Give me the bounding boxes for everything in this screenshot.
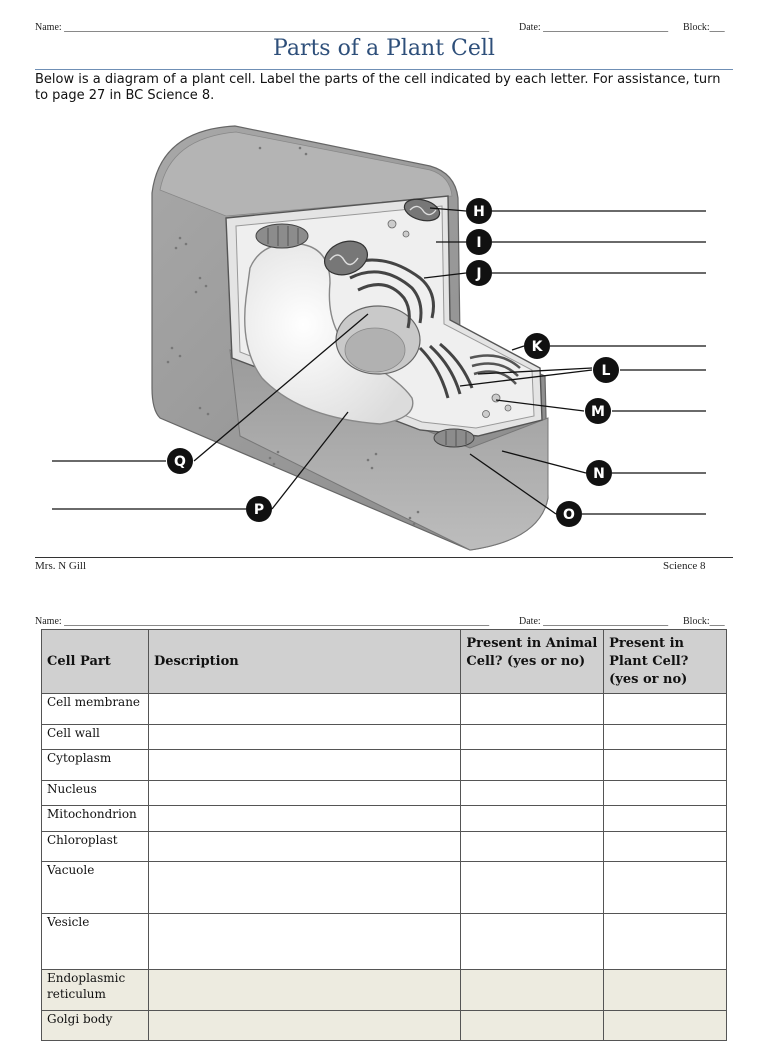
label-badge-o: [556, 501, 582, 527]
label-badge-q: [167, 448, 193, 474]
table-row: [42, 832, 727, 862]
animal-cell-input[interactable]: [461, 832, 604, 862]
header-cell-part: Cell Part: [42, 630, 149, 694]
label-o: O: [563, 507, 575, 523]
footer-course: Science 8: [663, 560, 706, 572]
plant-cell-input[interactable]: [604, 694, 727, 725]
date-field[interactable]: Date: _________________________: [519, 22, 669, 33]
plant-cell-input[interactable]: [604, 806, 727, 832]
name-field[interactable]: Name: _____________________________________________________________________________________: [35, 22, 490, 33]
label-j: J: [476, 266, 482, 282]
cell-parts-table: [41, 629, 727, 1041]
table-header-row: [42, 630, 727, 694]
plant-cell-input[interactable]: [604, 970, 727, 1011]
description-input[interactable]: [148, 1011, 460, 1041]
label-m: M: [591, 404, 605, 420]
animal-cell-input[interactable]: [461, 862, 604, 914]
description-input[interactable]: [148, 914, 460, 970]
plant-cell-input[interactable]: [604, 750, 727, 781]
footer-teacher: Mrs. N Gill: [35, 560, 87, 572]
table-row: [42, 1011, 727, 1041]
table-row: [42, 806, 727, 832]
title-divider: [35, 69, 733, 70]
animal-cell-input[interactable]: [461, 1011, 604, 1041]
plant-cell-input[interactable]: [604, 1011, 727, 1041]
table-row: [42, 694, 727, 725]
header-animal-cell: Present in Animal Cell? (yes or no): [461, 630, 604, 694]
page-title: Parts of a Plant Cell: [273, 36, 495, 61]
table-row: [42, 781, 727, 806]
plant-cell-input[interactable]: [604, 832, 727, 862]
description-input[interactable]: [148, 725, 460, 750]
label-badge-i: [466, 229, 492, 255]
plant-cell-input[interactable]: [604, 725, 727, 750]
label-badge-k: [524, 333, 550, 359]
name-field-2[interactable]: Name: _____________________________________________________________________________________: [35, 616, 490, 627]
description-input[interactable]: [148, 862, 460, 914]
block-field-2[interactable]: Block:___: [683, 616, 725, 627]
animal-cell-input[interactable]: [461, 750, 604, 781]
description-input[interactable]: [148, 832, 460, 862]
date-field-2[interactable]: Date: _________________________: [519, 616, 669, 627]
description-input[interactable]: [148, 806, 460, 832]
header-description: Description: [148, 630, 460, 694]
label-l: L: [601, 363, 611, 379]
animal-cell-input[interactable]: [461, 970, 604, 1011]
table-row: [42, 970, 727, 1011]
block-field[interactable]: Block:___: [683, 22, 725, 33]
label-badge-n: [586, 460, 612, 486]
label-badge-h: [466, 198, 492, 224]
label-h: H: [473, 204, 485, 220]
label-badge-m: [585, 398, 611, 424]
plant-cell-input[interactable]: [604, 914, 727, 970]
plant-cell-input[interactable]: [604, 862, 727, 914]
label-q: Q: [174, 454, 186, 470]
description-input[interactable]: [148, 694, 460, 725]
chloroplast-lower: [434, 429, 474, 447]
cell-part-name: Cell membrane: [42, 694, 149, 725]
chloroplast: [256, 224, 308, 248]
label-i: I: [476, 235, 482, 251]
description-input[interactable]: [148, 781, 460, 806]
cell-part-name: Mitochondrion: [42, 806, 149, 832]
instructions: Below is a diagram of a plant cell. Label the parts of the cell indicated by each letter. For assistance, turn to page 27 in BC Science 8.: [35, 72, 721, 103]
cell-part-name: Endoplasmic reticulum: [42, 970, 149, 1011]
label-badge-p: [246, 496, 272, 522]
label-badge-l: [593, 357, 619, 383]
animal-cell-input[interactable]: [461, 781, 604, 806]
label-n: N: [593, 466, 605, 482]
description-input[interactable]: [148, 970, 460, 1011]
cell-part-name: Chloroplast: [42, 832, 149, 862]
description-input[interactable]: [148, 750, 460, 781]
label-p: P: [253, 502, 265, 518]
table-row: [42, 914, 727, 970]
animal-cell-input[interactable]: [461, 914, 604, 970]
table-row: [42, 725, 727, 750]
footer-divider: [35, 557, 733, 558]
table-row: [42, 750, 727, 781]
animal-cell-input[interactable]: [461, 725, 604, 750]
cell-part-name: Nucleus: [42, 781, 149, 806]
animal-cell-input[interactable]: [461, 806, 604, 832]
animal-cell-input[interactable]: [461, 694, 604, 725]
cell-part-name: Golgi body: [42, 1011, 149, 1041]
cell-part-name: Vacuole: [42, 862, 149, 914]
nucleolus: [345, 328, 405, 372]
header-plant-cell: Present in Plant Cell? (yes or no): [604, 630, 727, 694]
label-k: K: [531, 339, 543, 355]
cell-part-name: Cytoplasm: [42, 750, 149, 781]
cell-part-name: Cell wall: [42, 725, 149, 750]
label-badge-j: [466, 260, 492, 286]
plant-cell-diagram: [0, 118, 768, 558]
plant-cell-input[interactable]: [604, 781, 727, 806]
cell-part-name: Vesicle: [42, 914, 149, 970]
table-row: [42, 862, 727, 914]
